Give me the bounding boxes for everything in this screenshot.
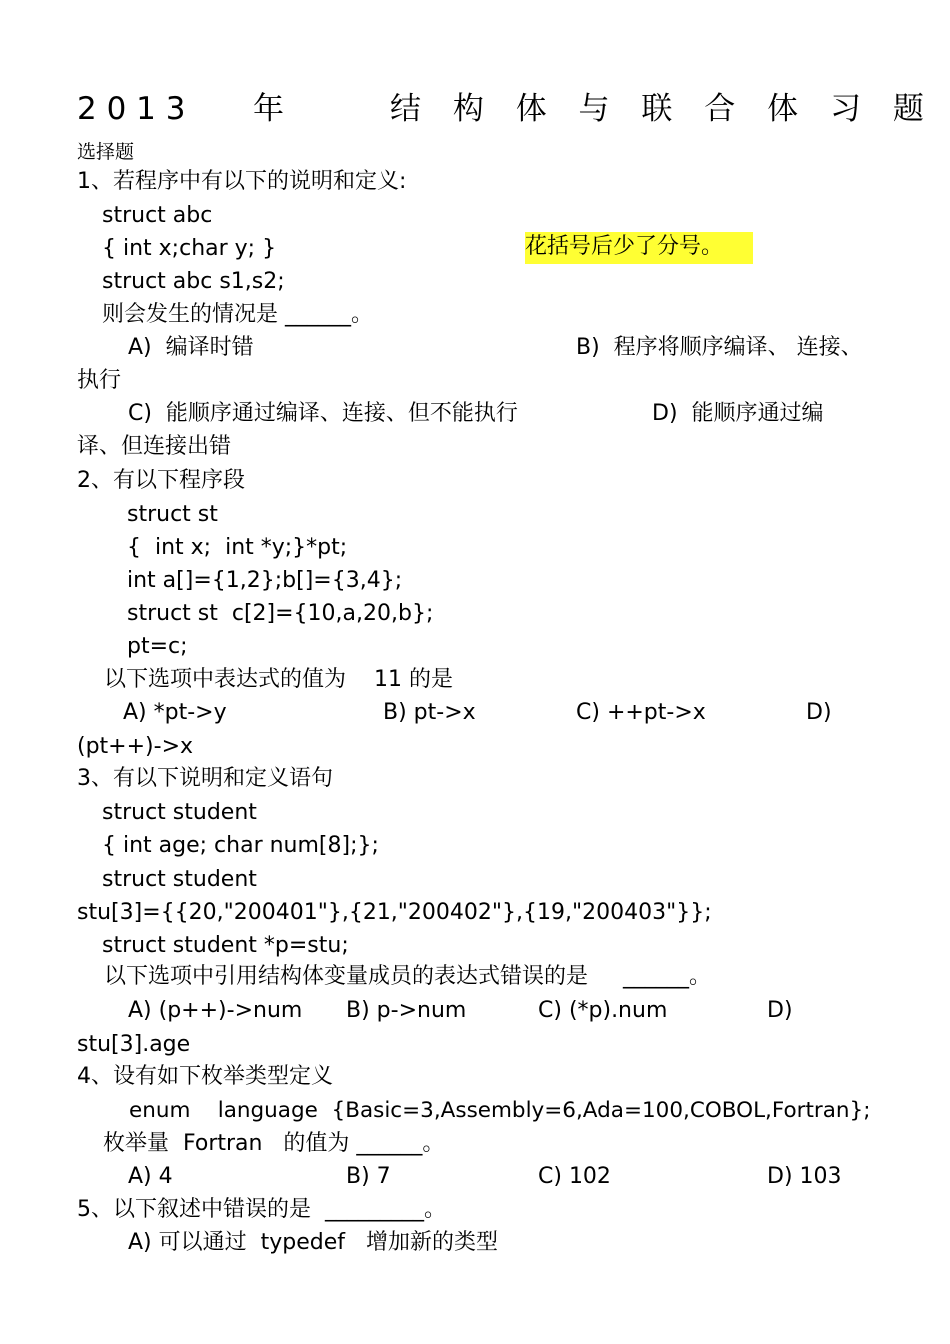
question-4-option-a: A) 4 (128, 1164, 173, 1189)
question-3-stem: 3、有以下说明和定义语句 (77, 766, 333, 791)
highlight-note: 花括号后少了分号。 (525, 232, 753, 264)
question-1-option-a: A) 编译时错 (128, 335, 254, 360)
question-1-code-line: { int x;char y; } (102, 236, 277, 261)
question-1-code-line: struct abc (102, 203, 213, 228)
question-3-option-a: A) (p++)->num (128, 998, 303, 1023)
question-3-prompt: 以下选项中引用结构体变量成员的表达式错误的是 ______。 (104, 964, 711, 989)
question-1-option-d: D) 能顺序通过编 (652, 401, 824, 426)
question-2-prompt: 以下选项中表达式的值为 11 的是 (104, 667, 453, 692)
question-4-code-line: enum language {Basic=3,Assembly=6,Ada=100,COBOL,Fortran}; (129, 1098, 871, 1123)
question-4-option-d: D) 103 (767, 1164, 842, 1189)
question-3-code-line: struct student (102, 800, 257, 825)
question-1-stem: 1、若程序中有以下的说明和定义: (77, 169, 407, 194)
question-1-code-line: struct abc s1,s2; (102, 269, 285, 294)
question-1-option-b: B) 程序将顺序编译、 连接、 (576, 335, 863, 360)
question-2-option-c: C) ++pt->x (576, 700, 706, 725)
question-3-code-line: { int age; char num[8];}; (102, 833, 379, 858)
question-2-code-line: int a[]={1,2};b[]={3,4}; (127, 568, 403, 593)
question-1-option-d-wrap: 译、但连接出错 (77, 434, 232, 459)
question-1-option-b-wrap: 执行 (77, 368, 122, 393)
question-1-prompt: 则会发生的情况是 ______。 (102, 302, 373, 327)
question-2-code-line: { int x; int *y;}*pt; (127, 535, 348, 560)
question-1-option-c: C) 能顺序通过编译、连接、但不能执行 (128, 401, 518, 426)
question-3-option-d: D) (767, 998, 793, 1023)
question-3-code-line: stu[3]={{20,"200401"},{21,"200402"},{19,"200403"}}; (77, 900, 712, 925)
question-4-option-c: C) 102 (538, 1164, 611, 1189)
title-year: 2 0 1 3 (77, 91, 186, 127)
question-3-code-line: struct student *p=stu; (102, 933, 349, 958)
question-2-code-line: struct st (127, 502, 218, 527)
question-2-code-line: pt=c; (127, 634, 188, 659)
question-5-stem: 5、以下叙述中错误的是 _________。 (77, 1197, 446, 1222)
question-2-option-d-wrap: (pt++)->x (77, 734, 194, 759)
section-heading: 选择题 (77, 141, 135, 163)
page-title: 结 构 体 与 联 合 体 习 题 (390, 91, 924, 127)
question-3-code-line: struct student (102, 867, 257, 892)
question-2-stem: 2、有以下程序段 (77, 468, 245, 493)
question-2-option-b: B) pt->x (383, 700, 476, 725)
question-4-prompt: 枚举量 Fortran 的值为 ______。 (103, 1131, 445, 1156)
question-4-option-b: B) 7 (346, 1164, 391, 1189)
question-3-option-d-wrap: stu[3].age (77, 1032, 191, 1057)
question-4-stem: 4、设有如下枚举类型定义 (77, 1064, 333, 1089)
question-3-option-c: C) (*p).num (538, 998, 668, 1023)
question-3-option-b: B) p->num (346, 998, 467, 1023)
question-2-option-a: A) *pt->y (123, 700, 227, 725)
question-5-option-a: A) 可以通过 typedef 增加新的类型 (128, 1230, 498, 1255)
question-2-code-line: struct st c[2]={10,a,20,b}; (127, 601, 434, 626)
title-year-suffix: 年 (253, 91, 284, 127)
question-2-option-d: D) (806, 700, 832, 725)
